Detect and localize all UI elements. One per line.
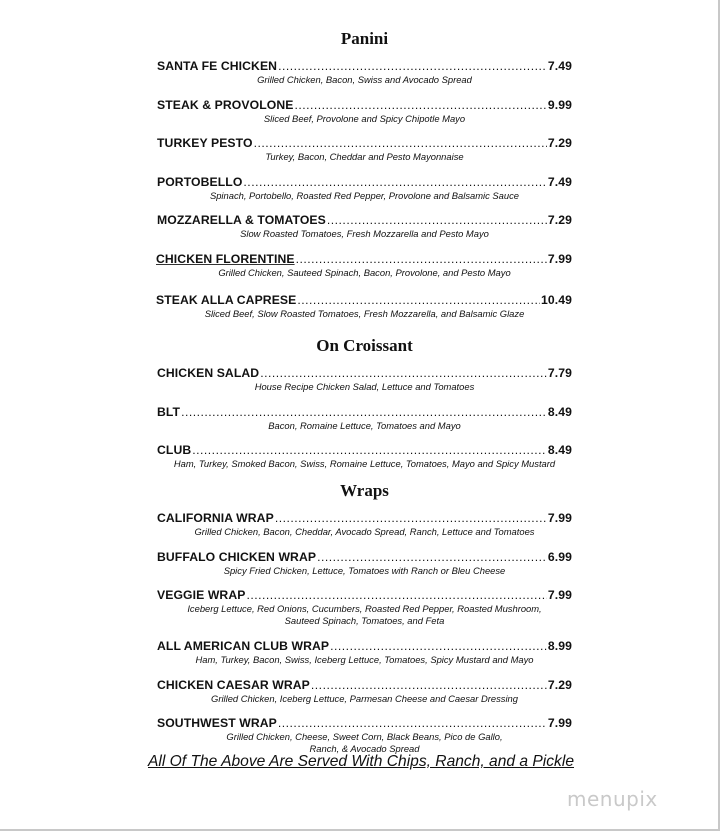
menu-item [157,404,572,443]
menu-item [157,174,572,213]
section-wraps [157,480,572,762]
item-name: BUFFALO CHICKEN WRAP [157,549,317,564]
leader-dots [297,292,540,308]
item-description: Spicy Fried Chicken, Lettuce, Tomatoes with Ranch or Bleu Cheese [223,564,506,576]
section-panini [157,28,572,330]
item-name: VEGGIE WRAP [157,588,246,602]
leader-dots [192,442,547,458]
section-on-croissant [157,335,572,481]
item-name: SOUTHWEST WRAP [157,716,277,730]
item-price: 6.99 [547,549,572,564]
item-name: SANTA FE CHICKEN [157,59,278,73]
item-name: CHICKEN CAESAR WRAP [157,677,310,692]
item-price: 7.99 [547,716,572,730]
section-title: Panini [340,29,389,48]
item-description: Sliced Beef, Slow Roasted Tomatoes, Fresh Mozzarella, and Balsamic Glaze [204,307,525,319]
item-description: Grilled Chicken, Cheese, Sweet Corn, Black Beans, Pico de Gallo, [226,731,503,742]
item-price: 7.99 [547,511,572,525]
item-description: Sliced Beef, Provolone and Spicy Chipotle Mayo [263,112,466,124]
leader-dots [246,587,546,603]
menu-item [157,587,572,638]
leader-dots [181,404,547,420]
item-description-line-2: Ranch, & Avocado Spread [309,743,420,754]
item-description: Bacon, Romaine Lettuce, Tomatoes and Mayo [268,419,461,431]
menu-item [157,365,572,404]
item-description: Spinach, Portobello, Roasted Red Pepper, Provolone and Balsamic Sauce [209,189,520,201]
watermark-logo: menupix [567,787,658,811]
item-name: ALL AMERICAN CLUB WRAP [157,639,330,653]
menu-item [157,135,572,174]
leader-dots [317,549,547,565]
item-name: CHICKEN SALAD [157,366,260,380]
item-description: Grilled Chicken, Bacon, Swiss and Avocado Spread [257,74,472,85]
menu-item [157,212,572,251]
item-name: STEAK & PROVOLONE [157,97,294,112]
leader-dots [330,638,547,654]
leader-dots [275,510,547,526]
item-price: 7.29 [547,213,572,227]
leader-dots [278,58,547,74]
leader-dots [311,677,547,693]
item-price: 7.79 [547,366,572,380]
item-price: 7.49 [547,174,572,189]
item-price: 8.99 [547,639,572,653]
leader-dots [294,97,546,113]
leader-dots [254,135,547,151]
menu-item [157,58,572,97]
menu-item [157,510,572,549]
item-name: MOZZARELLA & TOMATOES [157,213,326,227]
item-price: 7.99 [547,588,572,602]
item-price: 9.99 [547,97,572,112]
item-description: House Recipe Chicken Salad, Lettuce and Tomatoes [254,381,475,392]
section-title: On Croissant [316,336,413,355]
item-description: Iceberg Lettuce, Red Onions, Cucumbers, Roasted Red Pepper, Roasted Mushroom, [187,603,542,614]
menu-item [157,97,572,136]
leader-dots [260,365,547,381]
leader-dots [278,715,547,731]
menu-item [157,677,572,716]
item-description: Grilled Chicken, Bacon, Cheddar, Avocado Spread, Ranch, Lettuce and Tomatoes [194,526,535,537]
footer-note: All Of The Above Are Served With Chips, Ranch, and a Pickle [148,753,574,770]
leader-dots [296,251,547,267]
section-title: Wraps [340,481,389,500]
menu-item [157,442,572,481]
item-price: 8.49 [547,443,572,457]
item-name: CLUB [157,443,192,457]
item-description: Slow Roasted Tomatoes, Fresh Mozzarella and Pesto Mayo [240,228,489,239]
item-name: CHICKEN FLORENTINE [156,251,295,266]
item-price: 10.49 [541,292,572,307]
leader-dots [243,174,546,190]
item-description: Ham, Turkey, Bacon, Swiss, Iceberg Lettuce, Tomatoes, Spicy Mustard and Mayo [195,654,534,665]
item-description: Grilled Chicken, Sauteed Spinach, Bacon, Provolone, and Pesto Mayo [218,266,511,278]
item-name: TURKEY PESTO [157,136,253,150]
item-name: CALIFORNIA WRAP [157,511,274,525]
item-price: 7.29 [547,677,572,692]
menu-item [157,549,572,588]
leader-dots [327,212,547,228]
item-description: Ham, Turkey, Smoked Bacon, Swiss, Romaine Lettuce, Tomatoes, Mayo and Spicy Mustard [173,458,556,469]
menu-item [157,638,572,677]
item-price: 7.29 [547,136,572,150]
item-price: 8.49 [547,404,572,419]
item-price: 7.99 [547,251,572,266]
menu-item [157,251,572,292]
item-name: PORTOBELLO [157,174,243,189]
item-name: BLT [157,404,181,419]
item-name: STEAK ALLA CAPRESE [156,292,297,307]
item-description: Grilled Chicken, Iceberg Lettuce, Parmesan Cheese and Caesar Dressing [211,692,518,704]
item-price: 7.49 [547,59,572,73]
item-description: Turkey, Bacon, Cheddar and Pesto Mayonnaise [265,151,464,162]
item-description-line-2: Sauteed Spinach, Tomatoes, and Feta [284,615,445,626]
menu-item [157,292,572,331]
